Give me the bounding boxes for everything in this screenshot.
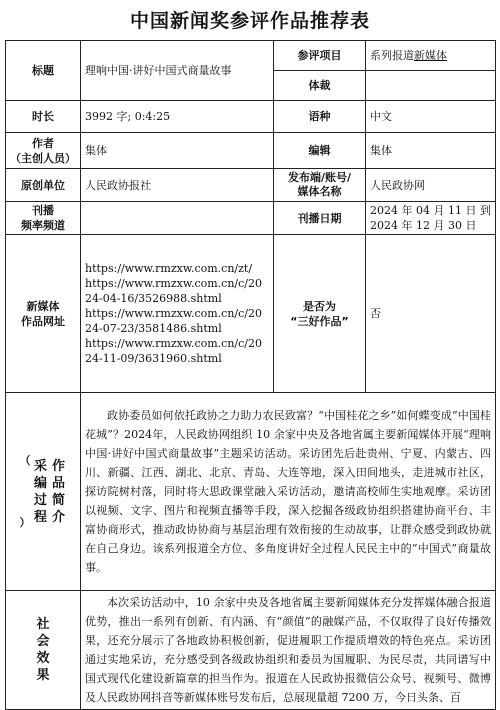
effect-label-char: 会	[36, 634, 50, 649]
url-line: 24-07-23/3581486.shtml	[85, 322, 222, 335]
process-label-char: 作	[51, 458, 65, 474]
editor-value: 集体	[366, 133, 496, 169]
url-line: 24-04-16/3526988.shtml	[85, 292, 222, 305]
author-value: 集体	[81, 133, 274, 169]
publish-date-value	[366, 202, 496, 235]
channel-label-line2: 频率频道	[21, 219, 65, 232]
language-label: 语种	[274, 101, 366, 133]
new-media-url-label	[6, 235, 81, 393]
three-good-label-line1: 是否为	[303, 299, 336, 313]
duration-value: 3992 字; 0:4:25	[81, 101, 274, 133]
channel-value	[81, 202, 274, 235]
channel-label	[6, 202, 81, 235]
url-line: https://www.rmzxw.com.cn/zt/	[85, 262, 253, 275]
duration-label: 时长	[6, 101, 81, 133]
page-title: 中国新闻奖参评作品推荐表	[129, 10, 370, 32]
new-media-url-label-line2: 作品网址	[21, 314, 65, 328]
new-media-url-list	[81, 235, 274, 393]
publish-account-label	[274, 169, 366, 202]
entry-item-underlined: 新媒体	[414, 49, 447, 62]
headline-label: 标题	[6, 41, 81, 101]
author-label-line1: 作者	[32, 136, 54, 150]
publish-date-label: 刊播日期	[274, 202, 366, 235]
new-media-url-label-line1: 新媒体	[26, 299, 60, 313]
effect-label-char: 社	[36, 617, 50, 632]
publish-account-value: 人民政协网	[366, 169, 496, 202]
entry-item-label: 参评项目	[274, 41, 366, 71]
headline-value: 理响中国·讲好中国式商量故事	[81, 41, 274, 101]
origin-unit-label: 原创单位	[6, 169, 81, 202]
origin-unit-value: 人民政协报社	[81, 169, 274, 202]
process-text-cell	[81, 393, 496, 591]
process-label-char: 介	[51, 509, 65, 525]
process-label-char: 采	[33, 458, 47, 474]
process-label-char: 程	[33, 509, 47, 525]
recommendation-form	[5, 40, 496, 710]
channel-label-line1: 刊播	[32, 204, 54, 217]
entry-item-prefix: 系列报道	[370, 49, 414, 62]
three-good-label	[274, 235, 366, 393]
publish-date-line2: 2024 年 12 月 30 日	[370, 219, 477, 232]
url-line: 24-11-09/3631960.shtml	[85, 352, 222, 365]
editor-label: 编辑	[274, 133, 366, 169]
process-text: 政协委员如何依托政协之力助力农民致富？“中国桂花之乡”如何蝶变成“中国桂花城”？2024年，人民政协网组织 10 余家中央及各地省属主要新闻媒体开展“理响中国·讲好中国式商量故事”主题采访活动。采访团先后赴贵州、宁夏、内蒙古、四川、新疆、江西、湖北、北京、青岛、大连等地，深入田间地头，走进城市社区，探访院树村落，同时将大思政课堂融入采访活动，邀请高校师生实地观摩。采访团以视频、文字、图片和视频直播等手段，深入挖掘各级政协组织搭建协商平台、丰富协商形式，推动政协协商与基层治理有效衔接的生动故事，让群众感受到政协就在自己身边。该系列报道全方位、多角度讲好全过程人民民主中的“中国式”商量故事。	[85, 409, 491, 574]
publish-account-label-line2: 媒体名称	[297, 185, 342, 198]
url-line: https://www.rmzxw.com.cn/c/20	[85, 307, 262, 320]
effect-text: 本次采访活动中，10 余家中央及各地省属主要新闻媒体充分发挥媒体融合报道优势，推出一系列有创新、有内涵、有“颜值”的融媒产品，不仅取得了良好传播效果，还充分展示了各地政协积极创新，促进履职工作提质增效的特色亮点。采访团通过实地采访，充分感受到各级政协组织和委员为国履职、为民尽责，共同谱写中国式现代化建设新篇章的担当作为。报道在人民政协报微信公众号、视频号、微博及人民政协网抖音等新媒体账号发布后，总展现量超 7200 万，今日头条、百	[85, 596, 491, 704]
process-label-char: 过	[33, 492, 47, 508]
url-line: https://www.rmzxw.com.cn/c/20	[85, 337, 262, 350]
process-label-char: 编	[33, 475, 47, 491]
publish-account-label-line1: 发布端/账号/	[287, 171, 352, 184]
process-label	[6, 393, 81, 591]
process-label-char: 简	[51, 492, 65, 508]
entry-item-value	[366, 41, 496, 71]
author-label	[6, 133, 81, 169]
effect-label-char: 果	[36, 668, 50, 683]
three-good-value: 否	[366, 235, 496, 393]
three-good-label-line2: “三好作品”	[290, 314, 349, 328]
author-label-line2: （主创人员）	[10, 151, 76, 165]
publish-date-line1: 2024 年 04 月 11 日 到	[370, 204, 491, 217]
effect-text-cell	[81, 591, 496, 710]
process-paren-open: （	[19, 453, 31, 467]
process-label-char: 品	[51, 475, 65, 491]
genre-value	[366, 71, 496, 101]
url-line: https://www.rmzxw.com.cn/c/20	[85, 277, 262, 290]
language-value: 中文	[366, 101, 496, 133]
genre-label: 体裁	[274, 71, 366, 101]
effect-label	[6, 591, 81, 710]
effect-label-char: 效	[36, 651, 50, 666]
process-paren-close: ）	[19, 515, 31, 529]
